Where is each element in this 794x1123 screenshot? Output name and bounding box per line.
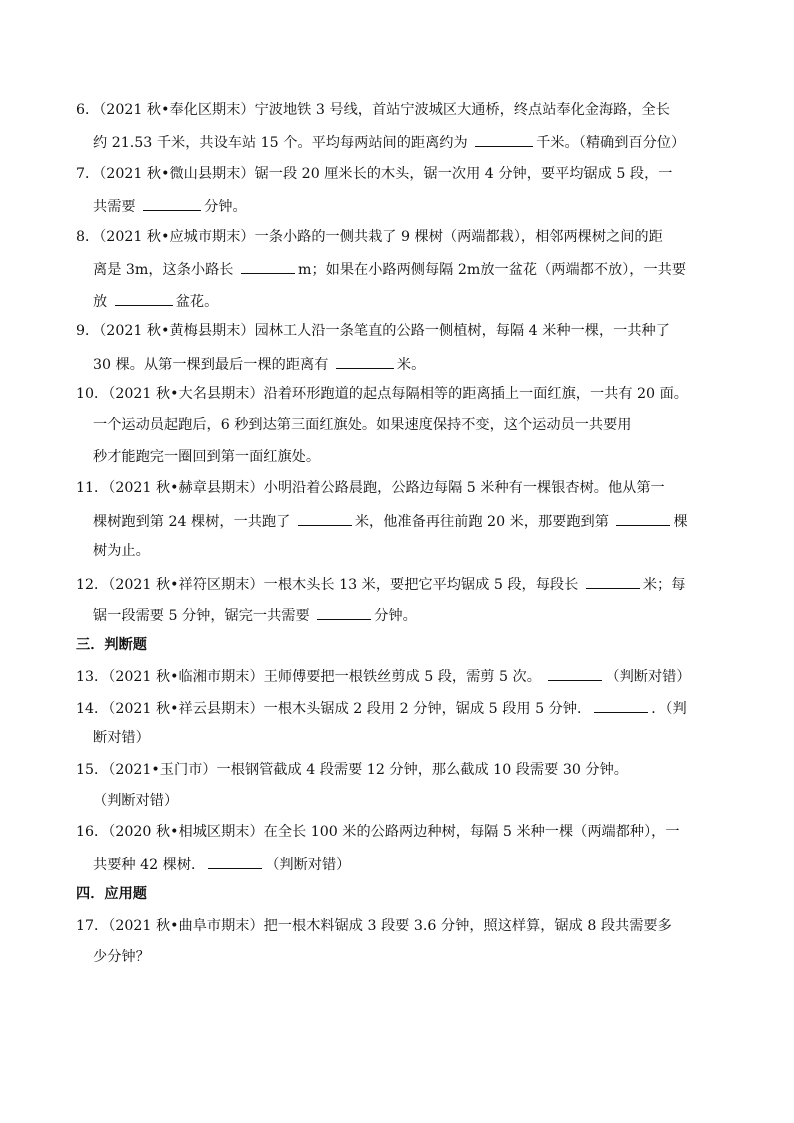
question-7-line-2: 共需要 分钟。 [93, 195, 247, 217]
question-8-line-1: 8．（2021 秋•应城市期末）一条小路的一侧共栽了 9 棵树（两端都栽），相邻两棵树之间的距 [76, 229, 663, 245]
question-10-line-1: 10．（2021 秋•大名县期末）沿着环形跑道的起点每隔相等的距离插上一面红旗，一共有 20 面。 [76, 386, 688, 402]
answer-blank[interactable] [298, 510, 352, 526]
question-14-line-2: 断对错） [93, 730, 150, 746]
answer-blank[interactable] [548, 665, 602, 681]
question-11-line-2: 棵树跑到第 24 棵树，一共跑了 米，他准备再往前跑 20 米，那要跑到第 棵 [93, 510, 688, 532]
answer-blank[interactable] [241, 258, 295, 274]
question-17-line-2: 少分钟？ [93, 949, 150, 965]
question-14-line-1: 14．（2021 秋•祥云县期末）一根木头锯成 2 段用 2 分钟，锯成 5 段用 5 分钟． ．（判 [76, 697, 687, 719]
question-17-line-1: 17．（2021 秋•曲阜市期末）把一根木料锯成 3 段要 3.6 分钟，照这样算，锯成 8 段共需要多 [76, 918, 672, 934]
question-6-line-2: 约 21.53 千米，共设车站 15 个。平均每两站间的距离约为 千米。（精确到百分位） [93, 131, 685, 153]
question-10-line-2: 一个运动员起跑后，6 秒到达第三面红旗处。如果速度保持不变，这个运动员一共要用 [93, 417, 632, 433]
answer-blank[interactable] [143, 195, 201, 211]
question-13-line-1: 13．（2021 秋•临湘市期末）王师傅要把一根铁丝剪成 5 段，需剪 5 次。 （判断对错） [76, 665, 691, 687]
answer-blank[interactable] [616, 510, 670, 526]
question-15-line-2: （判断对错） [93, 793, 179, 809]
question-9-line-2: 30 棵。从第一棵到最后一棵的距离有 米。 [93, 353, 425, 375]
question-6-line-1: 6．（2021 秋•奉化区期末）宁波地铁 3 号线，首站宁波城区大通桥，终点站奉化金海路，全长 [76, 102, 670, 118]
question-10-line-3: 秒才能跑完一圈回到第一面红旗处。 [93, 449, 321, 465]
question-16-line-2: 共要种 42 棵树． （判断对错） [93, 853, 350, 875]
answer-blank[interactable] [594, 697, 648, 713]
answer-blank[interactable] [115, 290, 173, 306]
section-heading-application: 四．应用题 [76, 886, 147, 902]
answer-blank[interactable] [475, 131, 533, 147]
answer-blank[interactable] [336, 353, 394, 369]
question-12-line-1: 12．（2021 秋•祥符区期末）一根木头长 13 米，要把它平均锯成 5 段，每段长 米；每 [76, 573, 685, 595]
question-8-line-3: 放 盆花。 [93, 290, 218, 312]
question-8-line-2: 离是 3m，这条小路长 m；如果在小路两侧每隔 2m放一盆花（两端都不放），一共要 [93, 258, 686, 280]
question-15-line-1: 15．（2021•玉门市）一根钢管截成 4 段需要 12 分钟，那么截成 10 段需要 30 分钟。 [76, 762, 628, 778]
question-11-line-3: 树为止。 [93, 543, 150, 559]
answer-blank[interactable] [317, 604, 371, 620]
question-7-line-1: 7．（2021 秋•微山县期末）锯一段 20 厘米长的木头，锯一次用 4 分钟，要平均锯成 5 段，一 [76, 166, 673, 182]
answer-blank[interactable] [586, 573, 640, 589]
question-16-line-1: 16．（2020 秋•相城区期末）在全长 100 米的公路两边种树，每隔 5 米种一棵（两端都种），一 [76, 824, 680, 840]
section-heading-judgement: 三．判断题 [76, 637, 147, 653]
question-11-line-1: 11．（2021 秋•赫章县期末）小明沿着公路晨跑，公路边每隔 5 米种有一棵银杏树。他从第一 [76, 480, 665, 496]
question-12-line-2: 锯一段需要 5 分钟，锯完一共需要 分钟。 [93, 604, 417, 626]
question-9-line-1: 9．（2021 秋•黄梅县期末）园林工人沿一条笔直的公路一侧植树，每隔 4 米种一棵，一共种了 [76, 323, 670, 339]
answer-blank[interactable] [208, 853, 262, 869]
